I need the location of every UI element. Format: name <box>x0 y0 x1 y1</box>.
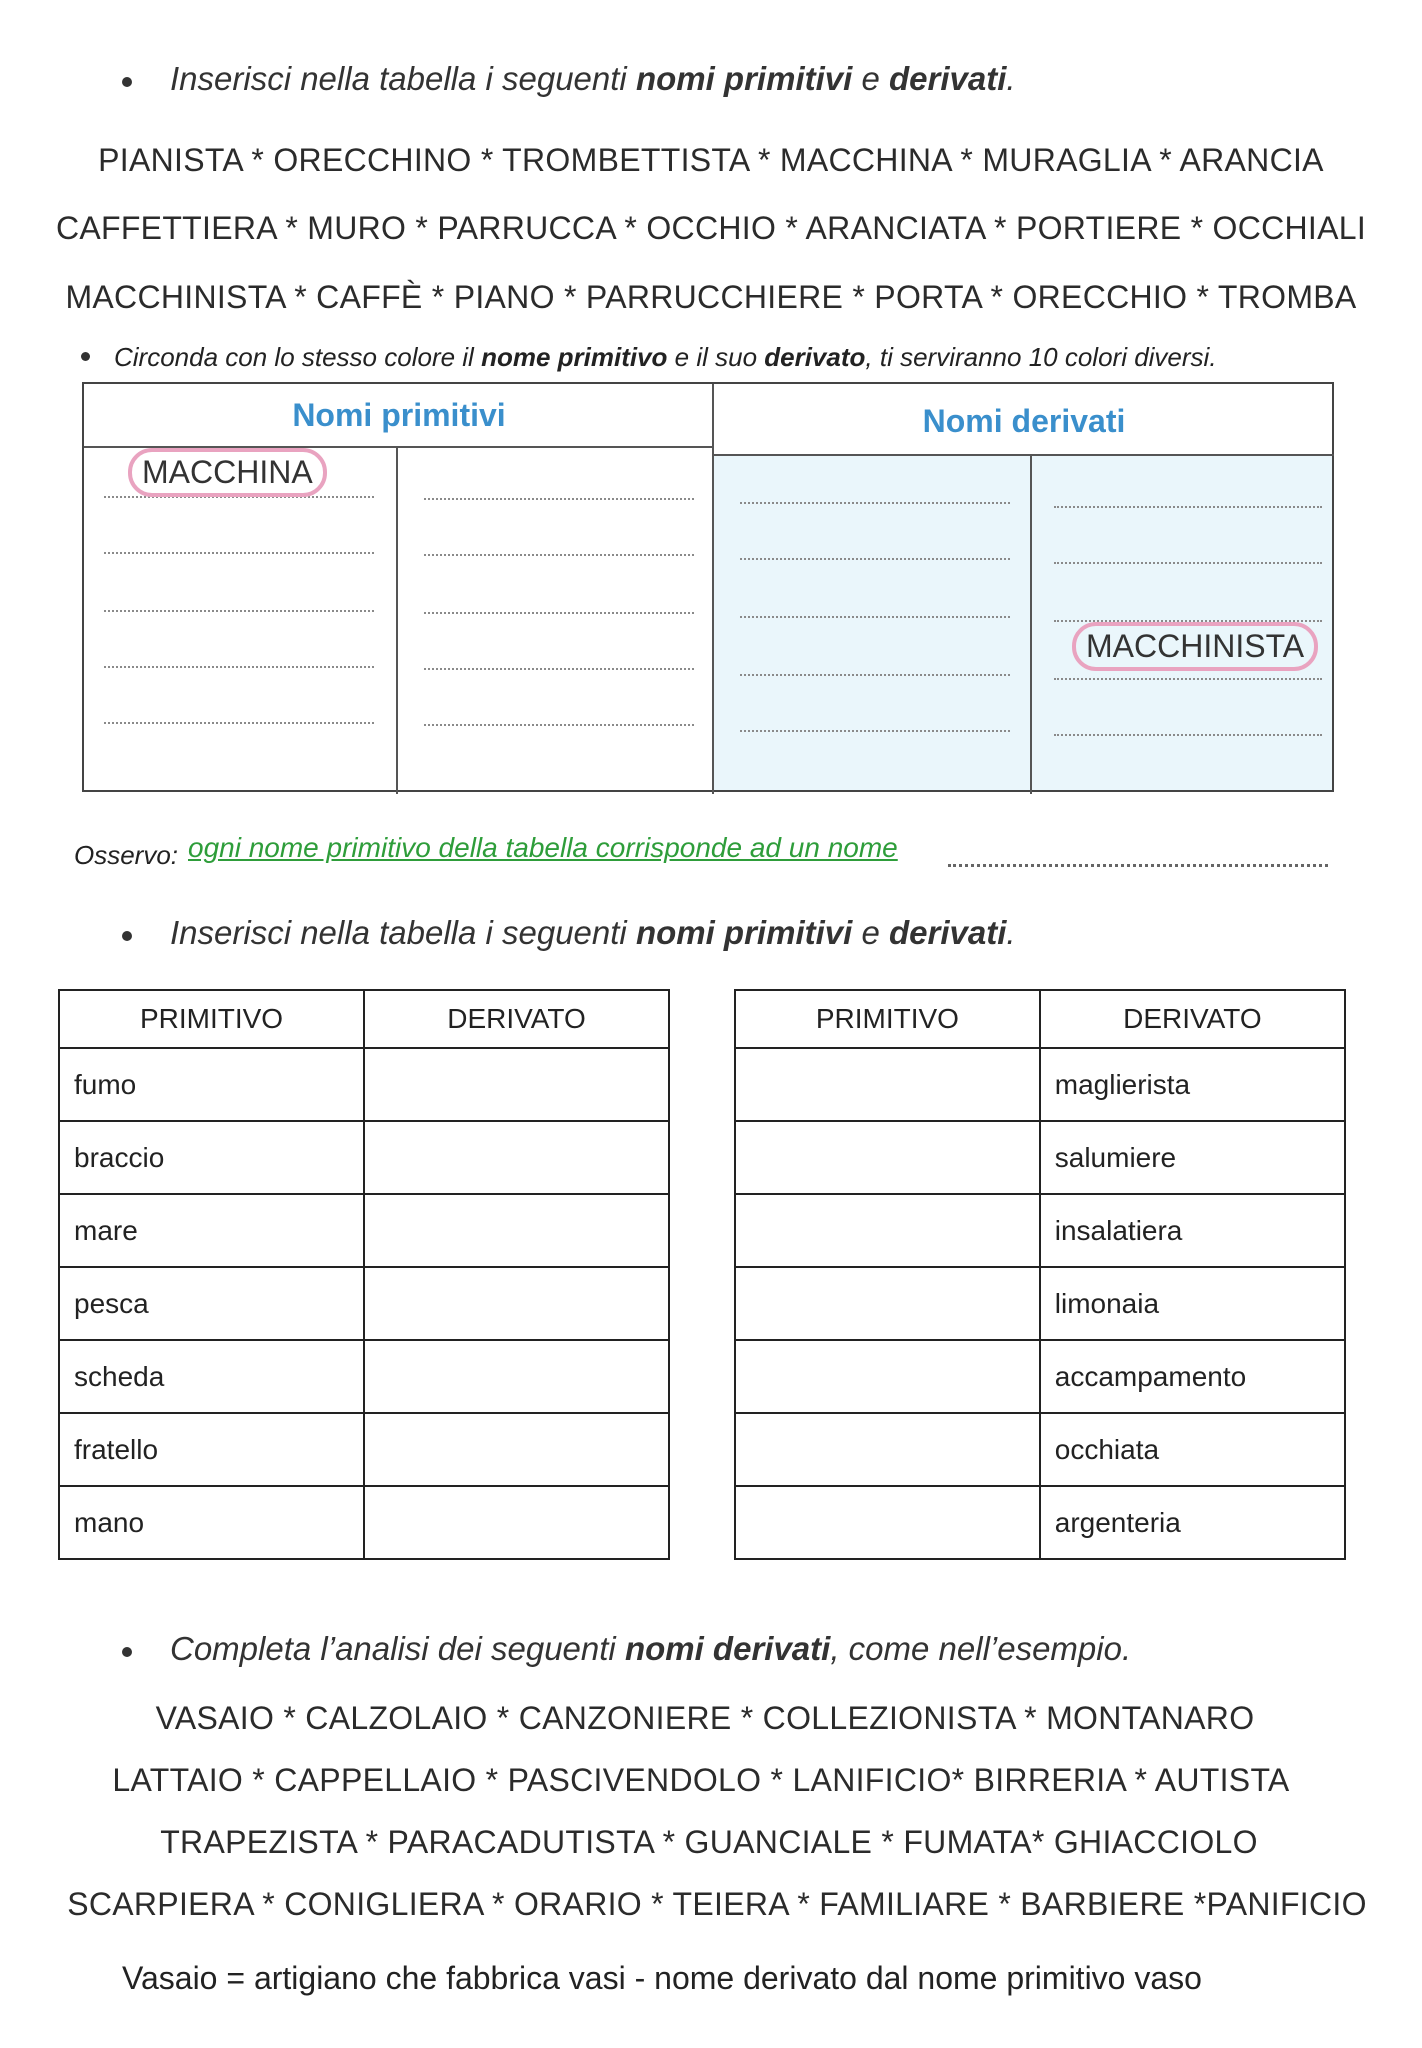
header-divider-right <box>714 454 1334 456</box>
table-row <box>59 1048 669 1121</box>
observation-label: Osservo: <box>74 840 179 870</box>
primitivo-cell: braccio <box>59 1121 364 1194</box>
writing-line[interactable] <box>104 552 374 554</box>
header-derivato: DERIVATO <box>1040 990 1345 1048</box>
writing-line[interactable] <box>740 730 1010 732</box>
writing-line[interactable] <box>104 722 374 724</box>
table-row <box>735 1413 1345 1486</box>
column-divider-main <box>712 384 714 794</box>
answer-cell[interactable] <box>364 1340 669 1413</box>
table-row <box>59 1413 669 1486</box>
writing-line[interactable] <box>740 674 1010 676</box>
word-line-1: PIANISTA * ORECCHINO * TROMBETTISTA * MACCHINA * MURAGLIA * ARANCIA <box>98 142 1324 178</box>
answer-cell[interactable] <box>364 1486 669 1559</box>
derived-word-line-1: VASAIO * CALZOLAIO * CANZONIERE * COLLEZIONISTA * MONTANARO <box>155 1700 1255 1736</box>
answer-cell[interactable] <box>364 1267 669 1340</box>
derivato-cell: accampamento <box>1040 1340 1345 1413</box>
table-row <box>735 1267 1345 1340</box>
table-row <box>735 1194 1345 1267</box>
example-derivato-circled: MACCHINISTA <box>1072 622 1318 671</box>
header-nomi-derivati: Nomi derivati <box>922 403 1126 439</box>
writing-line[interactable] <box>740 616 1010 618</box>
derivato-cell: occhiata <box>1040 1413 1345 1486</box>
writing-line[interactable] <box>740 558 1010 560</box>
exercise-1-instruction: Inserisci nella tabella i seguenti nomi primitivi e derivati. <box>170 60 1016 97</box>
exercise-2-instruction: Inserisci nella tabella i seguenti nomi primitivi e derivati. <box>170 914 1016 951</box>
writing-line[interactable] <box>740 502 1010 504</box>
primitivo-cell: scheda <box>59 1340 364 1413</box>
derived-word-line-2: LATTAIO * CAPPELLAIO * PASCIVENDOLO * LANIFICIO* BIRRERIA * AUTISTA <box>112 1762 1290 1798</box>
word-line-3: MACCHINISTA * CAFFÈ * PIANO * PARRUCCHIERE * PORTA * ORECCHIO * TROMBA <box>65 279 1357 315</box>
column-divider-primitivi <box>396 446 398 794</box>
primitive-derived-table <box>82 382 1334 792</box>
answer-cell[interactable] <box>364 1413 669 1486</box>
analysis-example: Vasaio = artigiano che fabbrica vasi - nome derivato dal nome primitivo vaso <box>122 1960 1202 1996</box>
table-row <box>59 1121 669 1194</box>
derivato-cell: maglierista <box>1040 1048 1345 1121</box>
derivato-cell: salumiere <box>1040 1121 1345 1194</box>
observation-writing-line[interactable] <box>948 864 1328 867</box>
writing-line[interactable] <box>1054 734 1322 736</box>
bullet-3 <box>122 931 132 941</box>
table-row <box>735 1121 1345 1194</box>
writing-line[interactable] <box>424 668 694 670</box>
table-row <box>59 1486 669 1559</box>
primitivo-cell: fumo <box>59 1048 364 1121</box>
table-row <box>735 1048 1345 1121</box>
answer-cell[interactable] <box>735 1121 1040 1194</box>
table-row <box>59 1340 669 1413</box>
answer-cell[interactable] <box>735 1048 1040 1121</box>
answer-cell[interactable] <box>364 1048 669 1121</box>
header-derivato: DERIVATO <box>364 990 669 1048</box>
writing-line[interactable] <box>104 666 374 668</box>
writing-line[interactable] <box>1054 678 1322 680</box>
observation-answer: ogni nome primitivo della tabella corrisponde ad un nome <box>188 832 898 863</box>
bullet-1 <box>122 77 132 87</box>
writing-line[interactable] <box>104 610 374 612</box>
exercise-1-instruction-2: Circonda con lo stesso colore il nome primitivo e il suo derivato, ti serviranno 10 colori diversi. <box>114 342 1217 372</box>
derivato-cell: limonaia <box>1040 1267 1345 1340</box>
answer-cell[interactable] <box>735 1267 1040 1340</box>
table-row <box>735 1486 1345 1559</box>
answer-cell[interactable] <box>735 1413 1040 1486</box>
exercise-3-instruction: Completa l’analisi dei seguenti nomi derivati, come nell’esempio. <box>170 1630 1132 1667</box>
answer-cell[interactable] <box>735 1486 1040 1559</box>
table-right-derivati <box>734 989 1346 1560</box>
primitivo-cell: fratello <box>59 1413 364 1486</box>
bullet-2 <box>81 352 90 361</box>
table-row <box>735 1340 1345 1413</box>
writing-line[interactable] <box>424 724 694 726</box>
header-primitivo: PRIMITIVO <box>59 990 364 1048</box>
derived-word-line-3: TRAPEZISTA * PARACADUTISTA * GUANCIALE * FUMATA* GHIACCIOLO <box>160 1824 1258 1860</box>
answer-cell[interactable] <box>364 1194 669 1267</box>
header-nomi-primitivi: Nomi primitivi <box>292 397 506 433</box>
table-left-primitivi <box>58 989 670 1560</box>
writing-line[interactable] <box>424 554 694 556</box>
word-line-2: CAFFETTIERA * MURO * PARRUCCA * OCCHIO * ARANCIATA * PORTIERE * OCCHIALI <box>55 210 1367 246</box>
answer-cell[interactable] <box>735 1340 1040 1413</box>
primitivo-cell: pesca <box>59 1267 364 1340</box>
bullet-4 <box>122 1647 132 1657</box>
column-divider-derivati <box>1030 454 1032 794</box>
writing-line[interactable] <box>424 612 694 614</box>
primitivo-cell: mare <box>59 1194 364 1267</box>
example-primitivo-circled: MACCHINA <box>128 448 327 497</box>
derived-word-line-4: SCARPIERA * CONIGLIERA * ORARIO * TEIERA * FAMILIARE * BARBIERE *PANIFICIO <box>67 1886 1367 1922</box>
table-row <box>59 1194 669 1267</box>
primitivo-cell: mano <box>59 1486 364 1559</box>
table-row <box>59 1267 669 1340</box>
derivato-cell: insalatiera <box>1040 1194 1345 1267</box>
writing-line[interactable] <box>424 498 694 500</box>
header-primitivo: PRIMITIVO <box>735 990 1040 1048</box>
writing-line[interactable] <box>1054 562 1322 564</box>
writing-line[interactable] <box>1054 506 1322 508</box>
answer-cell[interactable] <box>735 1194 1040 1267</box>
answer-cell[interactable] <box>364 1121 669 1194</box>
derivato-cell: argenteria <box>1040 1486 1345 1559</box>
